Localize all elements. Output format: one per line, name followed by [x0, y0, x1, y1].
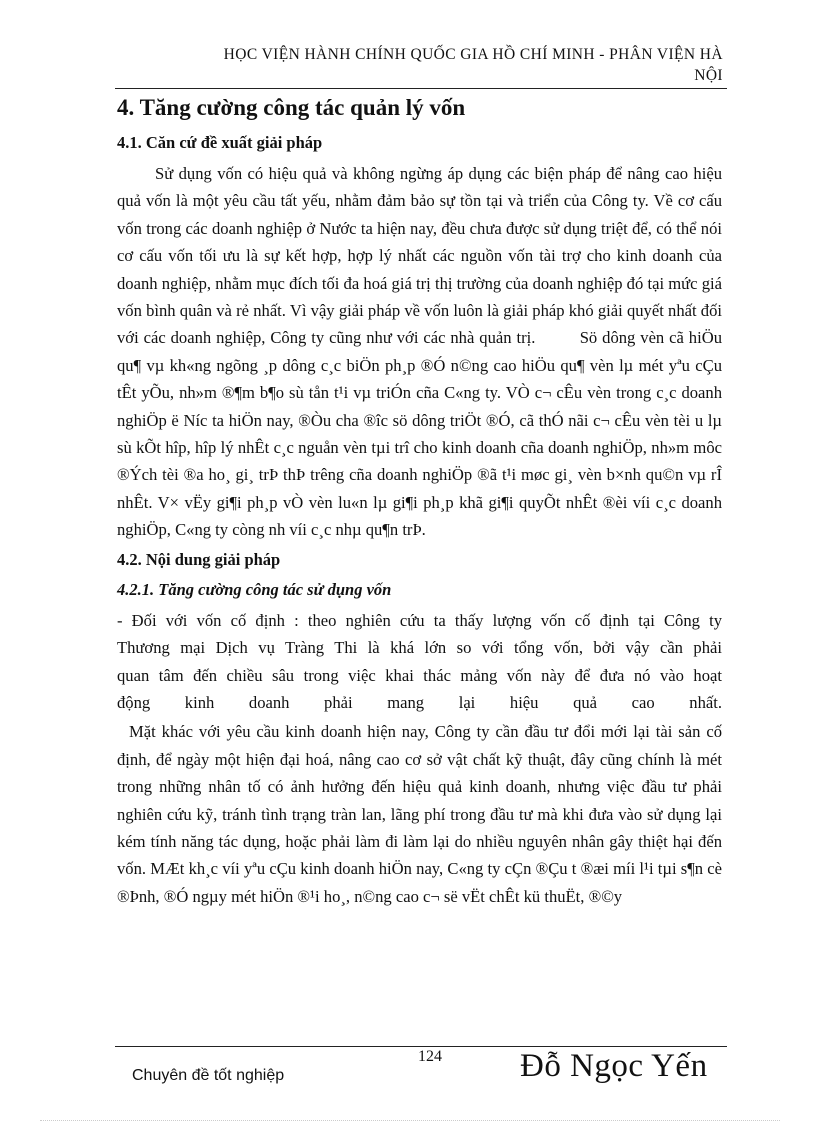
- main-content: [117, 92, 722, 910]
- paragraph-basis-garbled: Sö dông vèn cã hiÖu qu¶ vµ kh«ng ngõng ¸p dông c¸c biÖn ph¸p ®Ó n©ng cao hiÖu qu¶ vèn lµ mét yªu cÇu tÊt yÕu, nh»m ®¶m b¶o sù tån t¹i vµ triÓn cña C«ng ty. VÒ c¬ cÊu vèn trong c¸c doanh nghiÖp ë Níc ta hiÖn nay, ®Òu cha ®îc sö dông triÖt ®Ó, cã thÓ nãi c¬ cÊu vèn tèi u lµ sù kÕt hîp, hîp lý nhÊt c¸c nguån vèn tµi trî cho kinh doanh cña doanh nghiÖp, nh»m môc ®Ých tèi ®a ho¸ gi¸ trÞ thÞ trêng cña doanh nghiÖp ®ã t¹i møc gi¸ vèn b×nh qu©n vµ rÎ nhÊt. V× vËy gi¶i ph¸p vÒ vèn lu«n lµ gi¶i ph¸p khã gi¶i quyÕt nhÊt ®èi víi c¸c doanh nghiÖp, C«ng ty còng nh víi c¸c nhµ qu¶n trÞ.: [117, 328, 722, 540]
- footer-document-type: Chuyên đề tốt nghiệp: [132, 1067, 285, 1084]
- header-rule: [115, 88, 727, 89]
- running-header: [115, 44, 723, 86]
- paragraph-basis: [117, 160, 722, 544]
- footer-author-name: Đỗ Ngọc Yến: [520, 1048, 708, 1084]
- page-bottom-border: [40, 1120, 780, 1121]
- footer-rule: [115, 1046, 727, 1047]
- header-line-1: HỌC VIỆN HÀNH CHÍNH QUỐC GIA HỒ CHÍ MINH - PHÂN VIỆN HÀ: [223, 46, 723, 63]
- fixed-capital-line-4: động kinh doanh phải mang lại hiệu quả cao nhất.: [117, 692, 722, 712]
- fixed-capital-line-3: quan tâm đến chiều sâu trong việc khai thác mảng vốn này để đưa nó vào hoạt: [117, 665, 722, 685]
- page-number: 124: [418, 1048, 442, 1065]
- subsection-title-4-2: 4.2. Nội dung giải pháp: [117, 549, 281, 569]
- fixed-capital-line-2: Thương mại Dịch vụ Tràng Thi là khá lớn so với tổng vốn, bởi vậy cần phải: [117, 638, 722, 658]
- paragraph-business-requirements: Mặt khác với yêu cầu kinh doanh hiện nay, Công ty cần đầu tư đổi mới lại tài sản cố định, để ngày một hiện đại hoá, nâng cao cơ sở vật chất kỹ thuật, đây cũng chính là mét trong những nhân tố có ảnh hưởng đến hiệu quả kinh doanh, nhưng việc đầu tư phải nghiên cứu kỹ, tránh tình trạng tràn lan, lãng phí trong đầu tư mà khi đưa vào sử dụng lại kém tính năng tác dụng, hoặc phải làm đi làm lại do nhiều nguyên nhân gây thiệt hại đến vốn. MÆt kh¸c víi yªu cÇu kinh doanh hiÖn nay, C«ng ty cÇn ®Çu t ®æi míi l¹i tµi s¶n cè ®Þnh, ®Ó ngµy mét hiÖn ®¹i ho¸, n©ng cao c¬ së vËt chÊt kü thuËt, ®©y: [117, 722, 722, 906]
- paragraph-basis-text: Sử dụng vốn có hiệu quả và không ngừng áp dụng các biện pháp để nâng cao hiệu quả vốn là một yêu cầu tất yếu, nhằm đảm bảo sự tồn tại và triển của Công ty. Về cơ cấu vốn trong các doanh nghiệp ở Nước ta hiện nay, đều chưa được sử dụng triệt để, có thể nói cơ cấu vốn tối ưu là sự kết hợp, hợp lý nhất các nguồn vốn tài trợ cho kinh doanh của doanh nghiệp, nhằm mục đích tối đa hoá giá trị thị trường của doanh nghiệp đó tại mức giá vốn bình quân và rẻ nhất. Vì vậy giải pháp về vốn luôn là giải pháp khó giải quyết nhất đối với các doanh nghiệp, Công ty cũng như với các nhà quản trị.: [117, 164, 722, 348]
- subsection-title-4-1: 4.1. Căn cứ đề xuất giải pháp: [117, 133, 323, 152]
- fixed-capital-line-1: - Đối với vốn cố định : theo nghiên cứu ta thấy lượng vốn cố định tại Công ty: [117, 610, 722, 630]
- subsubsection-title-4-2-1: 4.2.1. Tăng cường công tác sử dụng vốn: [117, 579, 392, 599]
- header-line-2: NỘI: [694, 67, 723, 84]
- section-title: 4. Tăng cường công tác quản lý vốn: [117, 95, 466, 120]
- paragraph-fixed-capital: [117, 607, 722, 717]
